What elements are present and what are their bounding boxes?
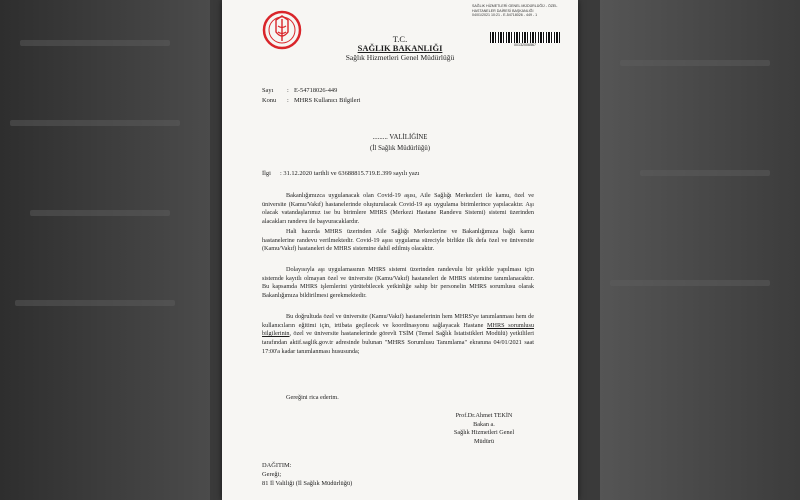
stamp-line: 04/01/2021 10:21 - E-54718026 - 449 - 1: [472, 13, 538, 18]
signature-name: Prof.Dr.Ahmet TEKİN: [455, 412, 513, 419]
konu-value: MHRS Kullanıcı Bilgileri: [294, 97, 361, 104]
header-tc: T.C.: [392, 34, 408, 44]
background-left: [0, 0, 210, 500]
background-stripe: [620, 60, 770, 66]
paragraph-2: Hali hazırda MHRS üzerinden Aile Sağlığı Merkezlerine ve Bakanlığımıza bağlı kamu hastanelerine randevu verilmektedir. Covid-19 aşısı uygulama süreciyle birlikte ilk defa özel ve üniversite (Kamu/Vakıf) hastaneleri de MHRS sistemine dahil edilmiş olacaktır.: [262, 228, 534, 253]
paragraph-3: Dolayısıyla aşı uygulamasının MHRS sistemi üzerinden randevulu bir şekilde yapılması için sistemde kayıtlı olmayan özel ve üniversite (Kamu/Vakıf) hastaneleri de MHRS sistemine tanımlanacaktır. Bu kapsamda MHRS işlemlerini yürütebilecek yetkinliğe sahip bir personelin MHRS sorumlusu olarak Bakanlığımıza bildirilmesi gerekmektedir.: [262, 266, 534, 300]
header-directorate: Sağlık Hizmetleri Genel Müdürlüğü: [345, 53, 455, 62]
background-stripe: [20, 40, 170, 46]
ilgi-label: İlgi: [262, 170, 271, 177]
background-stripe: [15, 300, 175, 306]
signature-line: Müdürü: [474, 437, 494, 445]
recipient-title: ......... VALİLİĞİNE: [372, 134, 428, 141]
sayi-value: E-54718026-449: [294, 87, 338, 94]
background-stripe: [30, 210, 170, 216]
stamp-line: SAĞLIK HİZMETLERİ GENEL MÜDÜRLÜĞÜ - ÖZEL: [472, 4, 558, 8]
barcode-number: 00132006567: [514, 43, 536, 47]
recipient-subtitle: (İl Sağlık Müdürlüğü): [369, 145, 431, 152]
paragraph-4: [262, 313, 534, 357]
distribution-line: 81 İl Valiliği (İl Sağlık Müdürlüğü): [262, 480, 353, 487]
sayi-colon: :: [287, 87, 289, 94]
paragraph-5: Gereğini rica ederim.: [286, 394, 339, 401]
registry-stamp: [472, 4, 570, 18]
signature-line: Sağlık Hizmetleri Genel: [453, 429, 515, 437]
signature-line: Bakan a.: [473, 420, 495, 428]
header-ministry: SAĞLIK BAKANLIĞI: [357, 43, 443, 53]
distribution-title: DAĞITIM:: [262, 462, 292, 469]
barcode: [490, 32, 560, 43]
paragraph-1: Bakanlığımızca uygulanacak olan Covid-19 aşısı, Aile Sağlığı Merkezleri ile kamu, özel ve üniversite (Kamu/Vakıf) hastanelerinde oluşturulacak Covid-19 aşı uygulama birimlerince yapılacaktır. Aşı olacak vatandaşlarımız ise bu birimlere MHRS (Merkezi Hastane Randevu Sistemi) sistemi üzerinden alacakları randevu ile başvuracaklardır.: [262, 192, 534, 226]
background-stripe: [610, 280, 770, 286]
background-stripe: [10, 120, 180, 126]
ilgi-value: : 31.12.2020 tarihli ve 63688815.719.E.399 sayılı yazı: [280, 170, 420, 177]
konu-label: Konu: [262, 97, 277, 104]
konu-colon: :: [287, 97, 289, 104]
distribution-line: Gereği;: [262, 471, 282, 478]
paragraph-4-text-end: , özel ve üniversite hastanelerinde görevli TSİM (Temel Sağlık İstatistikleri Modülü) yetkilileri tarafından aktif.saglik.gov.tr adresinde bulunan "MHRS Sorumlusu Tanımlama" ekranına 04/01/2021 saat 17:00'a kadar tanımlanması hususunda;: [262, 330, 534, 355]
distribution-block: [262, 461, 352, 488]
paragraph-4-underlined: MHRS sorumlusu bilgilerinin: [262, 321, 534, 338]
document-page: [222, 0, 578, 500]
background-right: [600, 0, 800, 500]
paragraph-4-text: Bu doğrultuda özel ve üniversite (Kamu/Vakıf) hastanelerinin hem MHRS'ye tanımlanması hem de kullanıcıların eğitimi için, irtibata geçilecek ve koordinasyonu sağlayacak Hastane: [262, 313, 534, 329]
signature-block: [434, 412, 534, 446]
sayi-label: Sayı: [262, 87, 274, 94]
background-stripe: [640, 170, 770, 176]
stamp-line: HASTANELER DAİRESİ BAŞKANLIĞI: [472, 8, 534, 13]
